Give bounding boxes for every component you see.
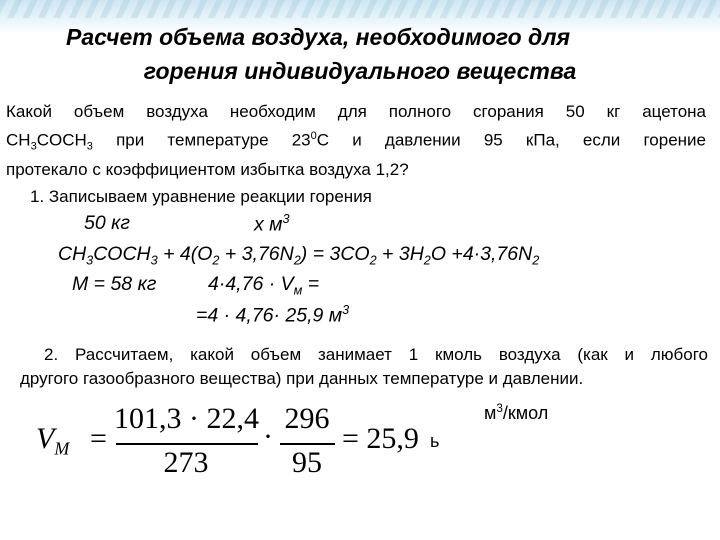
vm-letter: V bbox=[36, 422, 55, 455]
mass-label: 50 кг bbox=[84, 212, 130, 234]
slide-title-line-2: горения индивидуального вещества bbox=[143, 58, 577, 84]
acetone-formula-part: COCH bbox=[36, 130, 87, 150]
eq-part: CH bbox=[58, 243, 87, 265]
subscript: 3 bbox=[150, 253, 158, 268]
unit-text: /кмол bbox=[502, 403, 549, 424]
combustion-equation bbox=[58, 243, 539, 267]
eq-part: O +4·3,76N bbox=[430, 243, 533, 265]
subscript: 2 bbox=[369, 253, 377, 268]
x-volume-text: х м bbox=[254, 213, 283, 236]
problem-line-3: протекало с коэффициентом избытка воздуха 1,2? bbox=[6, 160, 409, 180]
fraction-2-bar bbox=[280, 443, 335, 445]
problem-line-1: Какой объем воздуха необходим для полного сгорания 50 кг ацетона bbox=[6, 102, 706, 121]
fraction-2-numerator: 296 bbox=[284, 402, 330, 435]
subscript: 3 bbox=[86, 253, 94, 268]
subscript: 3 bbox=[30, 140, 37, 153]
step-1-heading: 1. Записываем уравнение реакции горения bbox=[30, 187, 372, 206]
molar-mass: М = 58 кг bbox=[72, 273, 157, 295]
subscript: 2 bbox=[212, 253, 220, 268]
subscript: 3 bbox=[86, 140, 93, 153]
vm-subscript: M bbox=[54, 438, 70, 459]
air-volume-result bbox=[196, 303, 349, 328]
problem-text: С и давлении 95 кПа, если горение bbox=[316, 130, 706, 150]
vm-expression: 4·4,76 · V bbox=[208, 273, 294, 295]
result-expression: =4 · 4,76· 25,9 м bbox=[196, 304, 343, 327]
superscript: 3 bbox=[282, 212, 290, 226]
eq-part: COCH bbox=[93, 243, 151, 265]
step-2-line-1: 2. Рассчитаем, какой объем занимает 1 кмоль воздуха (как и любого bbox=[44, 345, 708, 364]
multiply-dot: · bbox=[263, 420, 273, 453]
vm-symbol bbox=[36, 422, 69, 459]
x-volume-label bbox=[254, 212, 290, 237]
step-2-line-2: другого газообразного вещества) при данных температуре и давлении. bbox=[20, 369, 584, 388]
eq-part: + 3H bbox=[376, 243, 424, 265]
vm-unit bbox=[484, 402, 548, 424]
eq-part: + 4(O bbox=[157, 243, 213, 265]
subscript: 2 bbox=[293, 253, 301, 268]
eq-part: + 3,76N bbox=[219, 243, 294, 265]
acetone-formula-part: CH bbox=[6, 130, 31, 150]
vm-unit-wrap: ь bbox=[430, 431, 440, 451]
equals-sign: = bbox=[302, 273, 320, 295]
slide-title-line-1: Расчет объема воздуха, необходимого для bbox=[66, 24, 571, 50]
equals-sign: = bbox=[90, 422, 107, 455]
superscript: 3 bbox=[342, 303, 350, 317]
problem-text: при температуре 23 bbox=[92, 130, 311, 150]
unit-text: м bbox=[484, 403, 497, 424]
air-volume-expression bbox=[208, 273, 319, 297]
subscript: м bbox=[293, 283, 303, 298]
problem-line-2 bbox=[6, 124, 706, 158]
fraction-1-numerator: 101,3 · 22,4 bbox=[114, 402, 259, 435]
problem-statement bbox=[6, 100, 706, 182]
degree-superscript: 0 bbox=[310, 130, 317, 142]
eq-part: ) = 3CO bbox=[300, 243, 370, 265]
superscript: 3 bbox=[496, 402, 503, 415]
fraction-1-denominator: 273 bbox=[163, 446, 209, 479]
fraction-1-bar bbox=[116, 443, 258, 445]
vm-result: = 25,9 bbox=[342, 422, 419, 455]
subscript: 2 bbox=[423, 253, 431, 268]
fraction-2-denominator: 95 bbox=[292, 446, 322, 479]
subscript: 2 bbox=[532, 253, 540, 268]
